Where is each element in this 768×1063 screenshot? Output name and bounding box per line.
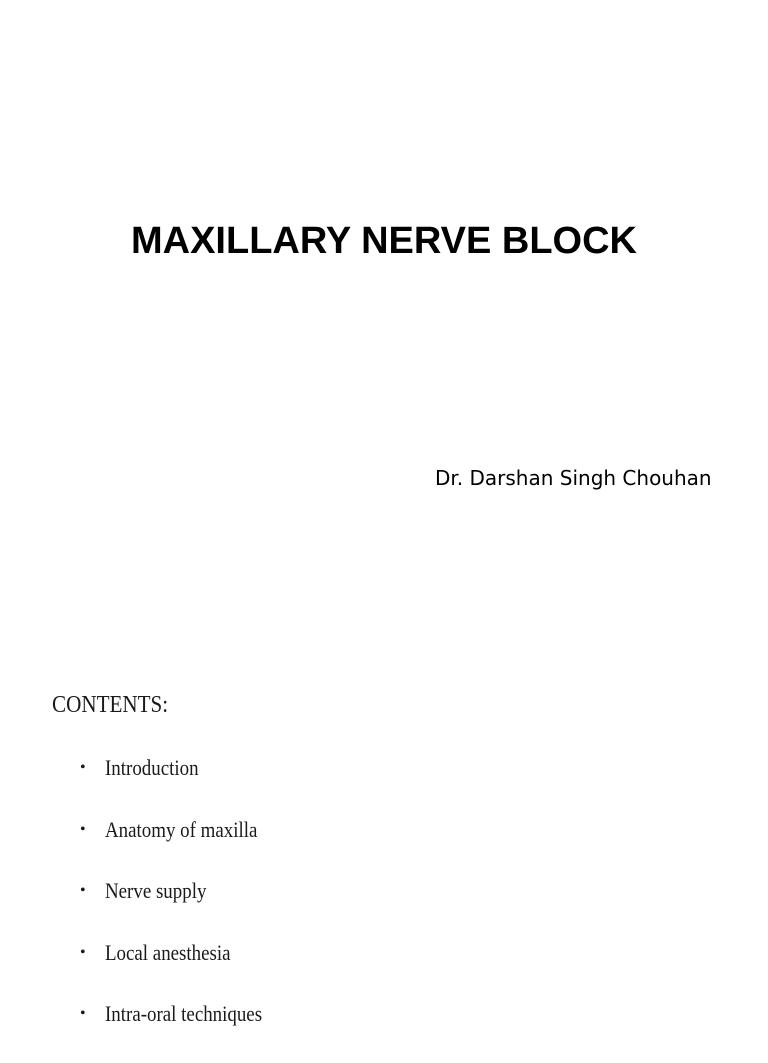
bullet-icon: • — [80, 1005, 86, 1022]
list-item-text: Local anesthesia — [105, 939, 231, 965]
bullet-icon: • — [80, 759, 86, 776]
list-item — [80, 878, 288, 940]
list-item-text: Anatomy of maxilla — [105, 816, 258, 842]
list-item — [80, 755, 288, 817]
bullet-icon: • — [80, 820, 86, 838]
list-item-text: Intra-oral techniques — [105, 1001, 263, 1026]
bullet-icon: • — [80, 943, 86, 961]
author-name: Dr. Darshan Singh Chouhan — [435, 466, 712, 490]
bullet-icon: • — [80, 882, 86, 899]
list-item — [80, 817, 288, 879]
list-item — [80, 940, 288, 1002]
contents-slide — [0, 600, 768, 1024]
contents-heading: CONTENTS: — [52, 692, 169, 718]
list-item — [80, 1001, 288, 1063]
list-item-text: Introduction — [105, 755, 199, 780]
contents-list — [80, 755, 288, 1063]
list-item-text: Nerve supply — [105, 878, 207, 903]
slide-title: MAXILLARY NERVE BLOCK — [130, 220, 637, 262]
